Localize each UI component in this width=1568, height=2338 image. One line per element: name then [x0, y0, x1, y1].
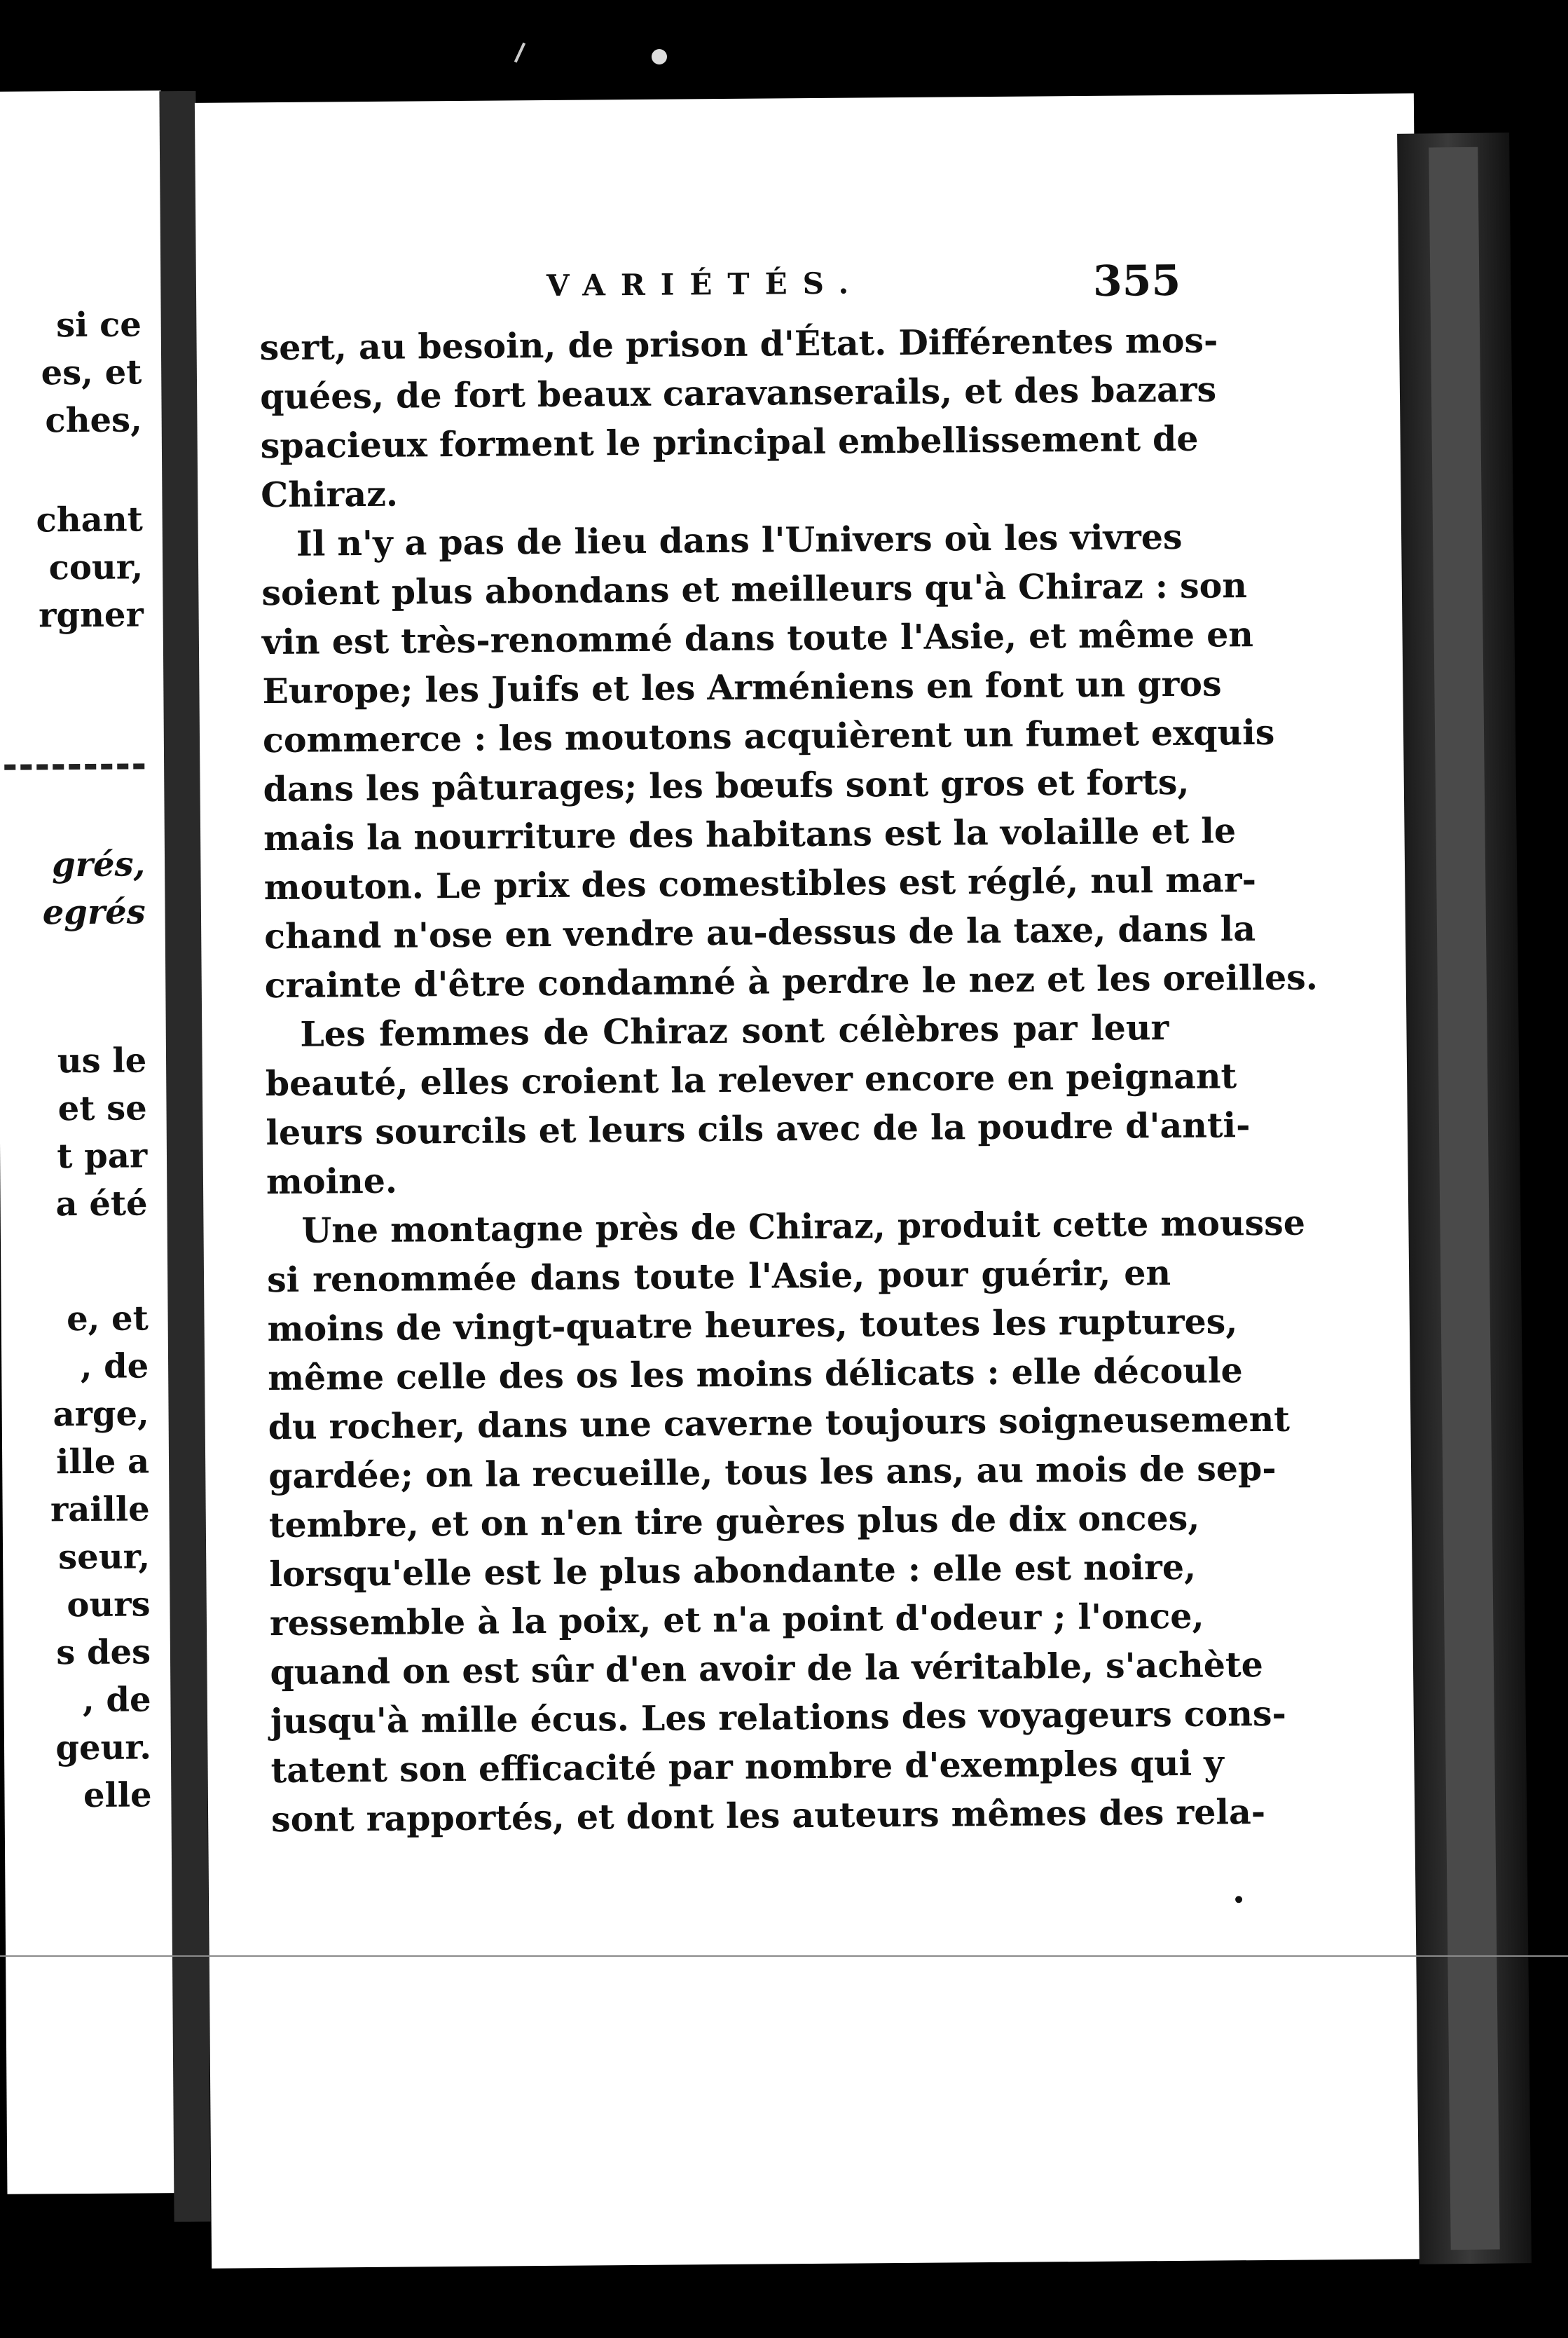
text-line: quées, de fort beaux caravanserails, et des bazars: [259, 369, 1217, 418]
left-page-rule: [4, 763, 144, 770]
left-page-line: elle: [83, 1775, 152, 1816]
text-line: Il n'y a pas de lieu dans l'Univers où les vivres: [296, 516, 1183, 564]
text-line: sert, au besoin, de prison d'État. Différentes mos-: [259, 320, 1218, 369]
text-line: beauté, elles croient la relever encore en peignant: [265, 1055, 1237, 1105]
text-line: leurs sourcils et leurs cils avec de la poudre d'anti-: [266, 1105, 1251, 1154]
left-page-line: egrés: [42, 892, 146, 933]
text-line: moine.: [266, 1160, 398, 1203]
text-line: Chiraz.: [261, 473, 399, 516]
ink-speck: [1235, 1896, 1242, 1903]
running-head: [196, 254, 1416, 320]
text-line: même celle des os les moins délicats : elle découle: [267, 1350, 1243, 1399]
text-line: vin est très-renommé dans toute l'Asie, et même en: [261, 614, 1254, 663]
text-line: spacieux forment le principal embellissement de: [260, 418, 1199, 467]
scan-speck: [514, 43, 525, 63]
left-page-line: s des: [56, 1632, 151, 1673]
text-line: chand n'ose en vendre au-dessus de la taxe, dans la: [264, 908, 1256, 957]
text-line: quand on est sûr d'en avoir de la véritable, s'achète: [270, 1643, 1264, 1693]
text-line: jusqu'à mille écus. Les relations des voyageurs cons-: [270, 1693, 1287, 1742]
text-line: si renommée dans toute l'Asie, pour guérir, en: [266, 1252, 1171, 1301]
text-line: lorsqu'elle est le plus abondante : elle est noire,: [269, 1546, 1197, 1595]
text-line: dans les pâturages; les bœufs sont gros et forts,: [263, 761, 1190, 810]
page-number: 355: [1092, 256, 1181, 306]
left-page-line: , de: [82, 1680, 151, 1721]
left-page-line: ches,: [45, 400, 143, 441]
left-page-line: t par: [57, 1136, 148, 1177]
body-text: [259, 316, 1319, 1844]
text-line: Une montagne près de Chiraz, produit cette mousse: [301, 1202, 1306, 1251]
left-page-line: si ce: [55, 305, 142, 346]
left-page-line: chant: [36, 500, 143, 540]
main-page: [195, 93, 1431, 2269]
left-page-line: rgner: [38, 595, 144, 636]
text-line: sont rapportés, et dont les auteurs mêmes des rela-: [270, 1791, 1266, 1840]
text-line: Les femmes de Chiraz sont célèbres par leur: [300, 1007, 1169, 1055]
text-line: moins de vingt-quatre heures, toutes les ruptures,: [267, 1301, 1238, 1350]
left-page-line: seur,: [57, 1537, 151, 1578]
text-line: tembre, et on n'en tire guères plus de dix onces,: [268, 1497, 1200, 1546]
left-page-line: grés,: [51, 845, 146, 885]
left-page-line: es, et: [41, 353, 142, 393]
text-line: ressemble à la poix, et n'a point d'odeur ; l'once,: [269, 1595, 1204, 1644]
left-page-line: arge,: [53, 1394, 149, 1435]
text-line: commerce : les moutons acquièrent un fumet exquis: [262, 711, 1275, 761]
left-page-line: us le: [57, 1041, 147, 1081]
left-page-line: e, et: [66, 1299, 149, 1339]
text-line: gardée; on la recueille, tous les ans, au mois de sep-: [268, 1447, 1277, 1497]
left-page-line: et se: [57, 1088, 147, 1129]
left-page-line: cour,: [48, 547, 144, 588]
left-page-line: ours: [67, 1585, 151, 1625]
text-line: crainte d'être condamné à perdre le nez et les oreilles.: [264, 957, 1319, 1006]
left-page-line: raille: [50, 1489, 150, 1530]
text-line: Europe; les Juifs et les Arméniens en font un gros: [262, 663, 1222, 712]
text-line: mais la nourriture des habitans est la volaille et le: [263, 810, 1237, 859]
left-page-line: geur.: [55, 1728, 152, 1768]
scan-line: [0, 1955, 1568, 1957]
running-head-title: VARIÉTÉS.: [546, 266, 865, 303]
text-line: mouton. Le prix des comestibles est réglé, nul mar-: [263, 859, 1257, 908]
left-page-line: ille a: [55, 1442, 150, 1482]
left-page-line: , de: [80, 1346, 149, 1387]
text-line: tatent son efficacité par nombre d'exemples qui y: [270, 1742, 1224, 1791]
text-line: soient plus abondans et meilleurs qu'à Chiraz : son: [261, 565, 1248, 614]
left-page-line: a été: [55, 1184, 148, 1224]
text-line: du rocher, dans une caverne toujours soigneusement: [268, 1398, 1291, 1448]
scan-speck: [652, 49, 667, 64]
left-page-fragment: [0, 90, 175, 2194]
